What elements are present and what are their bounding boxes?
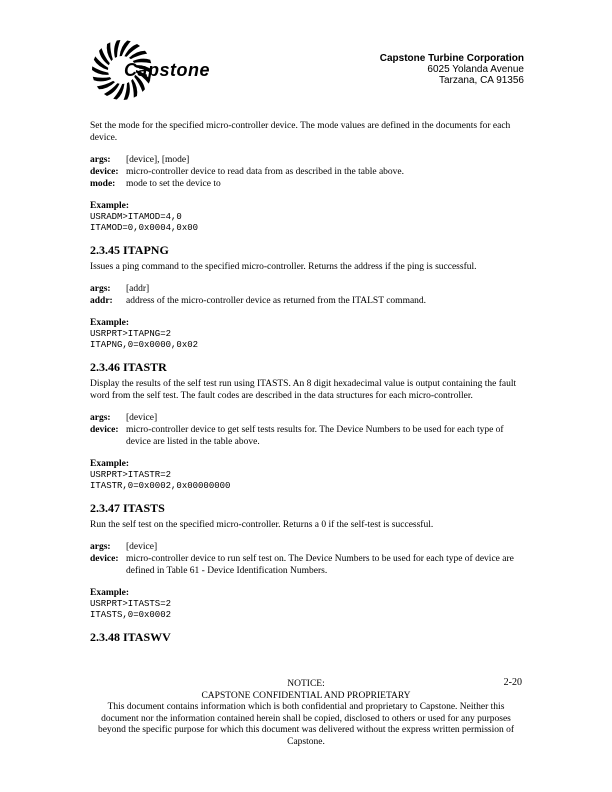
- example-label: Example:: [90, 459, 130, 469]
- document-body: [90, 120, 522, 648]
- arg-key: mode:: [90, 179, 116, 189]
- section-description: Issues a ping command to the specified micro-controller. Returns the address if the ping is successful.: [90, 262, 477, 272]
- address-line-2: Tarzana, CA 91356: [438, 75, 524, 86]
- page-number: 2-20: [503, 677, 522, 688]
- arg-key: args:: [90, 155, 111, 165]
- turbine-blade: [114, 40, 120, 58]
- arg-key: args:: [90, 413, 111, 423]
- example-line: USRADM>ITAMOD=4,0: [90, 212, 182, 222]
- arg-value: micro-controller device to run self test on. The Device Numbers to be used for each type of device are defined in Table 61 - Device Identification Numbers.: [126, 554, 514, 576]
- notice-subtitle: CAPSTONE CONFIDENTIAL AND PROPRIETARY: [201, 690, 411, 701]
- example-label: Example:: [90, 201, 130, 211]
- company-name: Capstone Turbine Corporation: [379, 53, 524, 64]
- arg-value: [addr]: [126, 284, 150, 294]
- turbine-blade: [93, 77, 111, 82]
- example-line: ITASTR,0=0x0002,0x00000000: [90, 481, 231, 491]
- arg-row: [90, 553, 522, 577]
- intro-description: Set the mode for the specified micro-controller device. The mode values are defined in the documents for each device.: [90, 121, 511, 143]
- arg-value: micro-controller device to get self tests results for. The Device Numbers to be used for each type of device are listed in the table above.: [126, 425, 504, 447]
- example-label: Example:: [90, 588, 130, 598]
- address-line-1: 6025 Yolanda Avenue: [427, 64, 524, 75]
- arg-value: [device]: [126, 413, 158, 423]
- arg-key: args:: [90, 284, 111, 294]
- turbine-blade: [124, 82, 130, 100]
- example-line: USRPRT>ITASTR=2: [90, 470, 172, 480]
- section-heading: 2.3.46 ITASTR: [90, 360, 167, 374]
- section-heading: 2.3.48 ITASWV: [90, 630, 171, 644]
- turbine-blade: [129, 51, 147, 59]
- example-line: USRPRT>ITASTS=2: [90, 599, 172, 609]
- company-address-block: [380, 53, 524, 86]
- capstone-logo: [90, 38, 220, 102]
- arg-row: [90, 541, 522, 553]
- arg-value: [device]: [126, 542, 158, 552]
- turbine-blade: [97, 81, 115, 89]
- confidentiality-notice: [90, 679, 522, 748]
- arg-value: [device], [mode]: [126, 155, 190, 165]
- arg-row: [90, 154, 522, 166]
- section-heading: 2.3.45 ITAPNG: [90, 243, 169, 257]
- logo-wordmark: Capstone: [124, 60, 211, 80]
- arg-value: address of the micro-controller device as returned from the ITALST command.: [126, 296, 427, 306]
- turbine-blade: [131, 79, 137, 98]
- arg-row: [90, 295, 522, 307]
- example-line: ITAPNG,0=0x0000,0x02: [90, 340, 199, 350]
- notice-title: NOTICE:: [287, 679, 325, 689]
- arg-row: [90, 178, 522, 190]
- example-line: USRPRT>ITAPNG=2: [90, 329, 172, 339]
- example-line: ITAMOD=0,0x0004,0x00: [90, 223, 199, 233]
- arg-key: args:: [90, 542, 111, 552]
- turbine-blade: [107, 42, 113, 61]
- section-description: Display the results of the self test run using ITASTS. An 8 digit hexadecimal value is output containing the fault word from the self test. The fault codes are described in the data structures for each micro-controller.: [90, 379, 517, 401]
- arg-value: micro-controller device to read data from as described in the table above.: [126, 167, 405, 177]
- arg-key: addr:: [90, 296, 113, 306]
- arg-key: device:: [90, 554, 119, 564]
- example-line: ITASTS,0=0x0002: [90, 610, 172, 620]
- notice-body: This document contains information which is both confidential and proprietary to Capstone. Neither this document nor the information contained herein shall be copied, disclosed to others or used for any purposes beyond the specific purpose for which this document was delivered without the express written permission of Capstone.: [97, 702, 515, 747]
- section-heading: 2.3.47 ITASTS: [90, 501, 165, 515]
- arg-row: [90, 424, 522, 448]
- arg-row: [90, 166, 522, 178]
- arg-key: device:: [90, 167, 119, 177]
- section-description: Run the self test on the specified micro-controller. Returns a 0 if the self-test is successful.: [90, 520, 434, 530]
- arg-key: device:: [90, 425, 119, 435]
- arg-row: [90, 283, 522, 295]
- example-label: Example:: [90, 318, 130, 328]
- arg-value: mode to set the device to: [126, 179, 221, 189]
- arg-row: [90, 412, 522, 424]
